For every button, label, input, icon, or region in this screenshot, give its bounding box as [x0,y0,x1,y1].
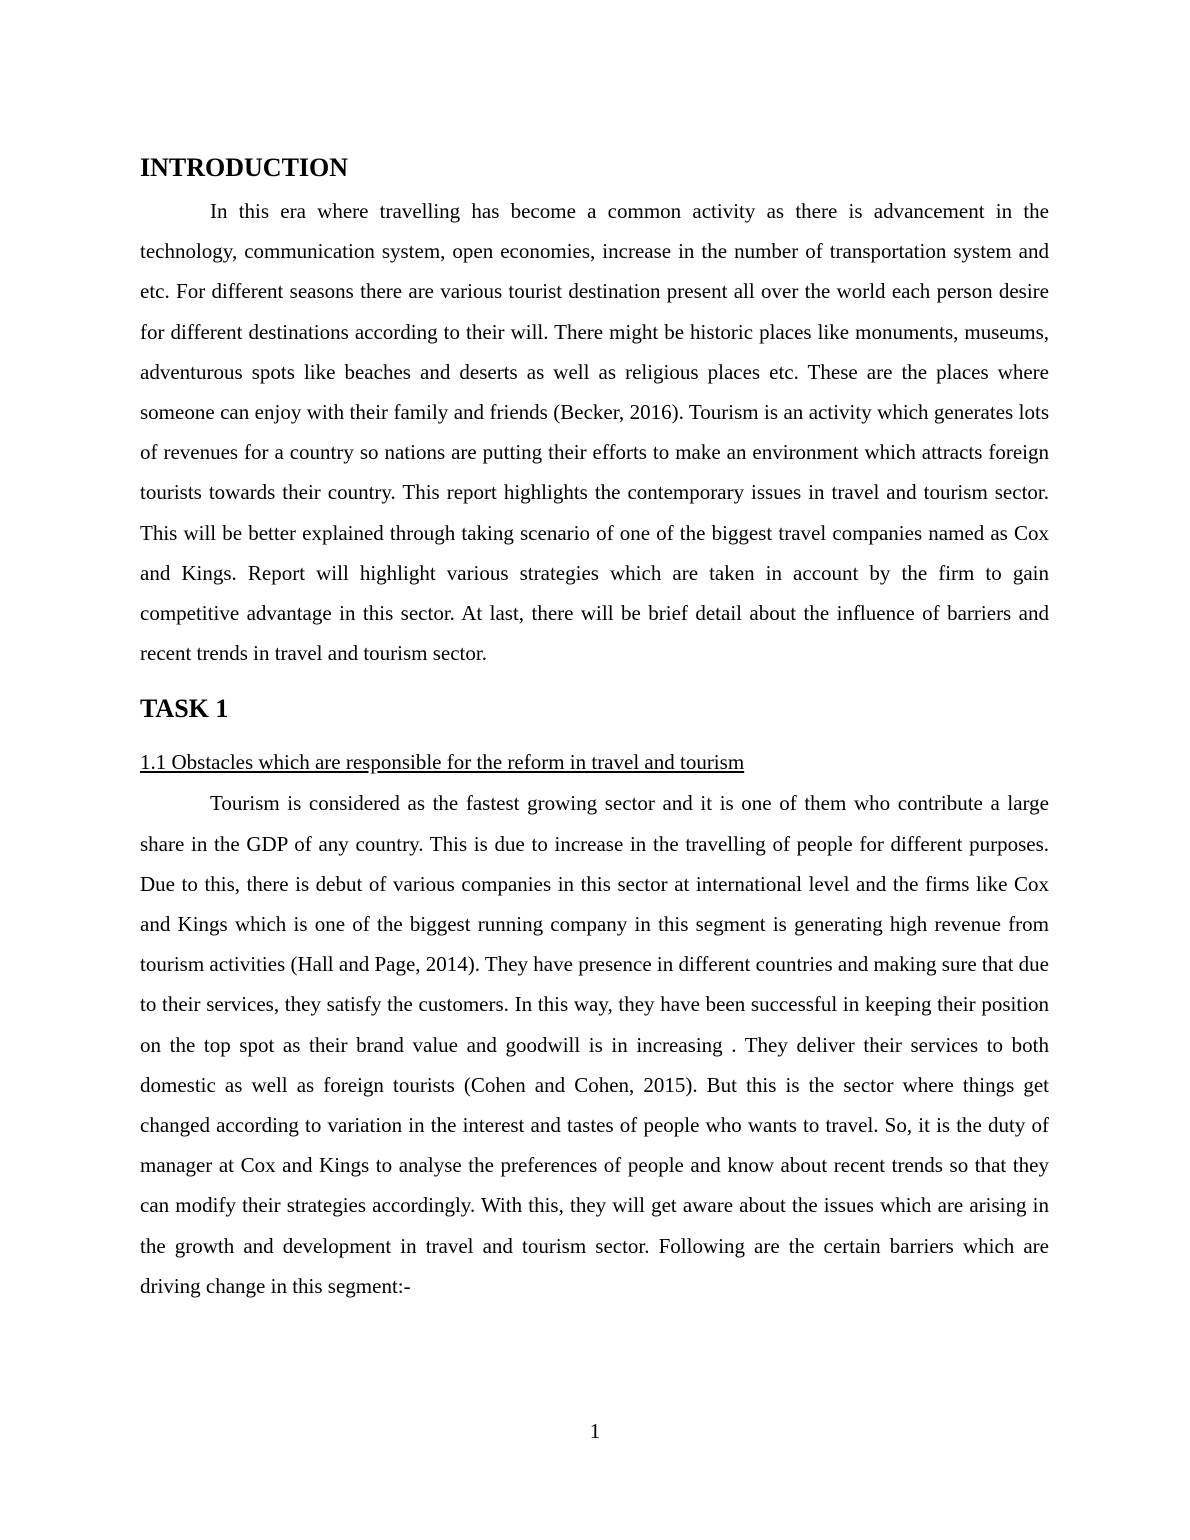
introduction-heading: INTRODUCTION [140,153,349,182]
task-1-heading: TASK 1 [140,694,229,724]
section-1-1-heading: 1.1 Obstacles which are responsible for the reform in travel and tourism [140,750,745,775]
introduction-paragraph: In this era where travelling has become a common activity as there is advancement in the technology, communication system, open economies, increase in the number of transportation system and etc. For different seasons there are various tourist destination present all over the world each person desire for different destinations according to their will. There might be historic places like monuments, museums, adventurous spots like beaches and deserts as well as religious places etc. These are the places where someone can enjoy with their family and friends (Becker, 2016). Tourism is an activity which generates lots of revenues for a country so nations are putting their efforts to make an environment which attracts foreign tourists towards their country. This report highlights the contemporary issues in travel and tourism sector. This will be better explained through taking scenario of one of the biggest travel companies named as Cox and Kings. Report will highlight various strategies which are taken in account by the firm to gain competitive advantage in this sector. At last, there will be brief detail about the influence of barriers and recent trends in travel and tourism sector. [140,199,1049,666]
page-number: 1 [589,1419,601,1443]
page-content [140,150,1049,1306]
section-1-1-paragraph: Tourism is considered as the fastest growing sector and it is one of them who contribute a large share in the GDP of any country. This is due to increase in the travelling of people for different purposes. Due to this, there is debut of various companies in this sector at international level and the firms like Cox and Kings which is one of the biggest running company in this segment is generating high revenue from tourism activities (Hall and Page, 2014). They have presence in different countries and making sure that due to their services, they satisfy the customers. In this way, they have been successful in keeping their position on the top spot as their brand value and goodwill is in increasing . They deliver their services to both domestic as well as foreign tourists (Cohen and Cohen, 2015). But this is the sector where things get changed according to variation in the interest and tastes of people who wants to travel. So, it is the duty of manager at Cox and Kings to analyse the preferences of people and know about recent trends so that they can modify their strategies accordingly. With this, they will get aware about the issues which are arising in the growth and development in travel and tourism sector. Following are the certain barriers which are driving change in this segment:- [140,791,1049,1298]
